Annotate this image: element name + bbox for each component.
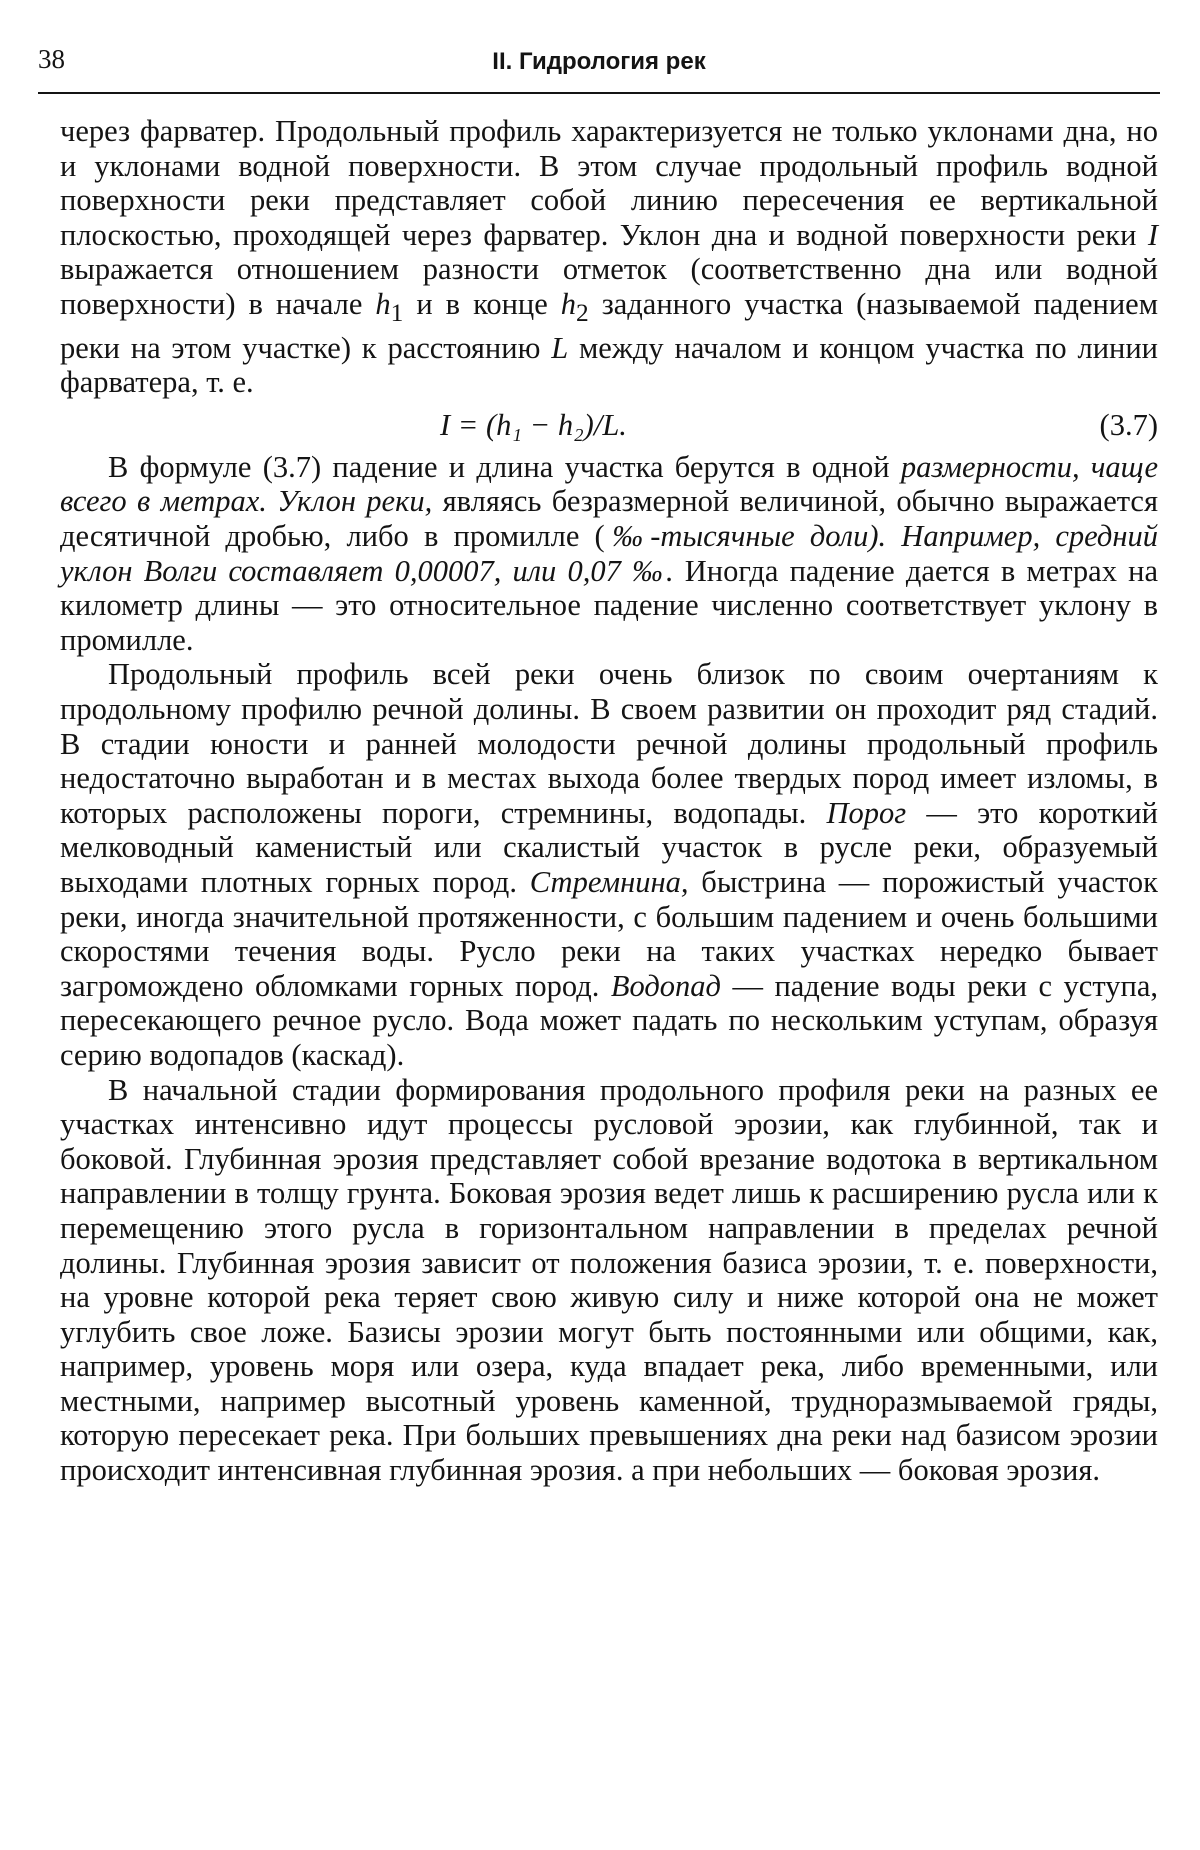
formula: I = (h₁ − h₂)/L. bbox=[440, 407, 627, 442]
text-span: В формуле (3.7) падение и длина участка берутся в одной bbox=[108, 449, 901, 484]
paragraph-4: В начальной стадии формирования продольного профиля реки на разных ее участках интенсивно идут процессы русловой эрозии, как глубинной, так и боковой. Глубинная эрозия представляет собой врезание водотока в вертикальном направлении в толщу грунта. Боковая эрозия ведет лишь к расширению русла или к перемещению этого русла в горизонтальном направлении в пределах речной долины. Глубинная эрозия зависит от положения базиса эрозии, т. е. поверхности, на уровне которой река теряет свою живую силу и ниже которой она не может углубить свое ложе. Базисы эрозии могут быть постоянными или общими, как, например, уровень моря или озера, куда впадает река, либо временными, или местными, например высотный уровень каменной, трудноразмываемой гряды, которую пересекает река. При больших превышениях дна реки над базисом эрозии происходит интенсивная глубинная эрозия. а при небольших — боковая эрозия. bbox=[60, 1072, 1158, 1488]
italic-text: ‰-тысячные доли). Например, средний уклон Волги составляет 0,00007, или 0,07 ‰. bbox=[60, 519, 1158, 588]
symbol-length: L bbox=[551, 330, 569, 365]
text-span: Иногда падение дается в метрах на километр длины — это относительное падение численно соответствует уклону в промилле. bbox=[60, 553, 1158, 657]
text-span: быстрина — порожистый участок реки, иногда значительной протяженности, с большим падением и очень большими скоростями течения воды. Русло реки на таких участках нередко бывает загромождено обломками горных пород. bbox=[60, 864, 1159, 1003]
page-header bbox=[38, 44, 1160, 94]
symbol-slope: I bbox=[1147, 217, 1158, 252]
term-porog: Порог bbox=[826, 795, 907, 830]
formula-row bbox=[60, 400, 1158, 450]
text-span: и в конце bbox=[403, 286, 561, 321]
term-vodopad: Водопад bbox=[610, 968, 721, 1003]
text-span: Продольный профиль всей реки очень близок по своим очертаниям к продольному профилю речной долины. В своем развитии он проходит ряд стадий. В стадии юности и ранней молодости речной долины продольный профиль недостаточно выработан и в местах выхода более твердых пород имеет изломы, в которых расположены пороги, стремнины, водопады. bbox=[60, 657, 1158, 830]
page-number: 38 bbox=[38, 44, 65, 74]
term-stremnina: Стремнина, bbox=[529, 864, 689, 899]
subscript: 2 bbox=[576, 299, 589, 328]
text-span: — это короткий мелководный каменистый или скалистый участок в русле реки, образуемый выходами плотных горных пород. bbox=[60, 795, 1158, 899]
paragraph-1 bbox=[60, 114, 1158, 400]
text-span: заданного участка (называемой падением реки на этом участке) к расстоянию bbox=[60, 286, 1158, 365]
text-span: являясь безразмерной величиной, обычно выражается десятичной дробью, либо в промилле ( bbox=[60, 484, 1159, 554]
subscript: 1 bbox=[390, 299, 404, 328]
symbol-h: h bbox=[375, 286, 391, 321]
paragraph-2 bbox=[60, 450, 1158, 658]
italic-text: размерности, чаще всего в метрах. Уклон реки, bbox=[60, 449, 1158, 519]
body-text bbox=[60, 114, 1158, 1488]
running-head: II. Гидрология рек bbox=[492, 48, 706, 75]
paragraph-3 bbox=[60, 657, 1158, 1072]
text-span: выражается отношением разности отметок (соответственно дна или водной поверхности) в начале bbox=[60, 252, 1158, 321]
text-span: через фарватер. Продольный профиль характеризуется не только уклонами дна, но и уклонами водной поверхности. В этом случае продольный профиль водной поверхности реки представляет собой линию пересечения ее вертикальной плоскостью, проходящей через фарватер. Уклон дна и водной поверхности реки bbox=[60, 114, 1158, 252]
symbol-h: h bbox=[560, 286, 577, 321]
text-span: — падение воды реки с уступа, пересекающего речное русло. Вода может падать по нескольким уступам, образуя серию водопадов (каскад). bbox=[60, 968, 1159, 1072]
text-span: между началом и концом участка по линии фарватера, т. е. bbox=[60, 330, 1159, 400]
formula-number: (3.7) bbox=[1099, 407, 1158, 442]
